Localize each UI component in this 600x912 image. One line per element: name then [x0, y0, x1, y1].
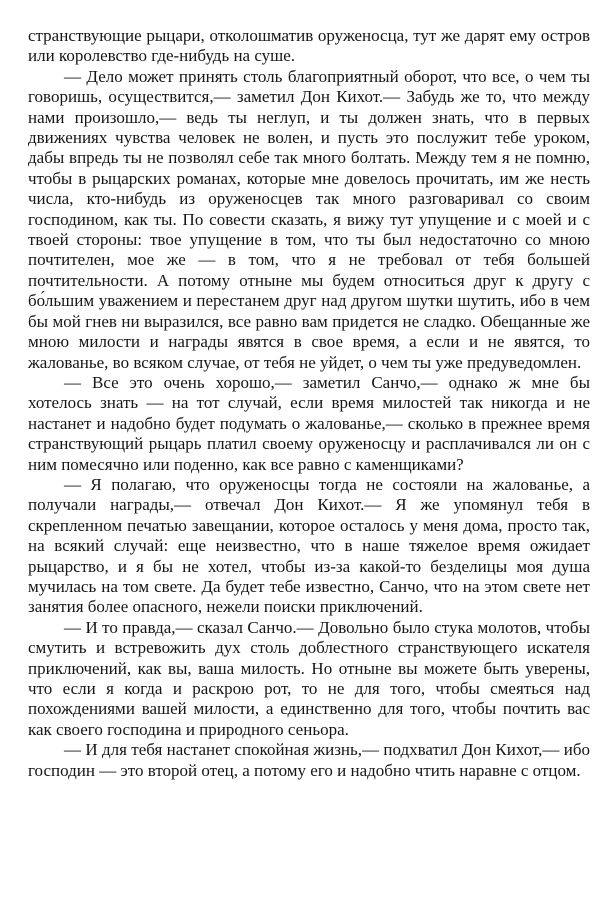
- paragraph-4: — Я полагаю, что оруженосцы тогда не состояли на жалованье, а получали награды,— отвечал Дон Кихот.— Я же упомянул тебя в скрепленном печатью завещании, которое осталось у меня дома, просто так, на всякий случай: еще неизвестно, что в наше тяжелое время ожидает рыцарство, и я бы не хотел, чтобы из-за какой-то безделицы моя душа мучилась на том свете. Да будет тебе известно, Санчо, что на этом свете нет занятия более опасного, нежели поиски приключений.: [28, 474, 590, 617]
- paragraph-6: — И для тебя настанет спокойная жизнь,— подхватил Дон Кихот,— ибо господин — это второй отец, а потому его и надобно чтить наравне с отцом.: [28, 740, 590, 780]
- paragraph-5: — И то правда,— сказал Санчо.— Довольно было стука молотов, чтобы смутить и встревожить дух столь доблестного странствующего искателя приключений, как вы, ваша милость. Но отныне вы можете быть уверены, что если я когда и раскрою рот, то не для того, чтобы смеяться над похождениями вашей милости, а единственно для того, чтобы почтить вас как своего господина и природного сеньора.: [28, 617, 590, 739]
- paragraph-3: — Все это очень хорошо,— заметил Санчо,— однако ж мне бы хотелось знать — на тот случай, если время милостей так никогда и не настанет и надобно будет подумать о жалованье,— сколько в прежнее время странствующий рыцарь платил своему оруженосцу и расплачивался ли он с ним помесячно или поденно, как все равно с каменщиками?: [28, 372, 590, 474]
- paragraph-2: — Дело может принять столь благоприятный оборот, что все, о чем ты говоришь, осуществится,— заметил Дон Кихот.— Забудь же то, что между нами произошло,— ведь ты неглуп, и ты должен знать, что в первых движениях чувства человек не волен, и пусть это послужит тебе уроком, дабы впредь ты не позволял себе так много болтать. Между тем я не помню, чтобы в рыцарских романах, которые мне довелось прочитать, им же несть числа, кто-нибудь из оруженосцев так много разговаривал со своим господином, как ты. По совести сказать, я вижу тут упущение и с моей и с твоей стороны: твое упущение в том, что ты был недостаточно со мною почтителен, мое же — в том, что я не требовал от тебя большей почтительности. А потому отныне мы будем относиться друг к другу с бо́льшим уважением и перестанем друг над другом шутки шутить, ибо в чем бы мой гнев ни выразился, все равно вам придется не сладко. Обещанные же мною милости и награды явятся в свое время, а если и не явятся, то жалованье, во всяком случае, от тебя не уйдет, о чем ты уже предуведомлен.: [28, 66, 590, 372]
- paragraph-1: странствующие рыцари, отколошматив оруженосца, тут же дарят ему остров или королевство где-нибудь на суше.: [28, 26, 590, 66]
- page-text: [28, 26, 590, 781]
